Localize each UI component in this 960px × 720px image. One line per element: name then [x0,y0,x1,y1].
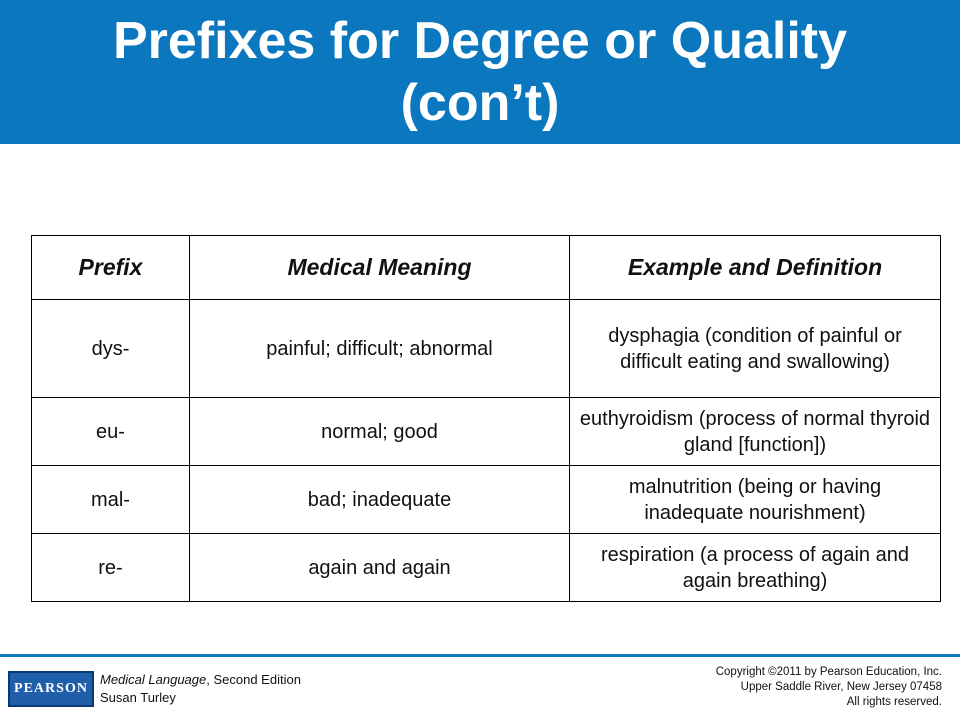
cell-meaning: bad; inadequate [190,466,570,534]
cell-example: respiration (a process of again and again breathing) [570,534,941,602]
title-banner [0,0,960,144]
slide-title [30,10,930,134]
header-medical-meaning: Medical Meaning [190,236,570,300]
pearson-logo-text: PEARSON [14,681,88,696]
cell-example: euthyroidism (process of normal thyroid gland [function]) [570,398,941,466]
copyright-line: Copyright ©2011 by Pearson Education, Inc. [715,666,942,678]
footer-divider [0,654,960,657]
cell-prefix: eu- [32,398,190,466]
book-title: Medical Language [100,672,207,687]
header-prefix: Prefix [32,236,190,300]
table-row [32,398,941,466]
prefix-table [31,235,941,602]
cell-meaning: again and again [190,534,570,602]
cell-prefix: dys- [32,300,190,398]
table-header-row [32,236,941,300]
header-example-definition: Example and Definition [570,236,941,300]
cell-meaning: normal; good [190,398,570,466]
table-row [32,300,941,398]
copyright-rights: All rights reserved. [846,696,942,708]
book-edition: , Second Edition [206,672,301,687]
copyright-notice [716,665,942,710]
pearson-logo [8,671,94,707]
slide-title-line1: Prefixes for Degree or Quality [112,12,848,70]
book-author: Susan Turley [100,690,176,705]
cell-meaning: painful; difficult; abnormal [190,300,570,398]
slide-title-line2: (con’t) [400,74,560,132]
cell-example: malnutrition (being or having inadequate nourishment) [570,466,941,534]
book-info [100,671,301,707]
cell-example: dysphagia (condition of painful or difficult eating and swallowing) [570,300,941,398]
copyright-address: Upper Saddle River, New Jersey 07458 [740,681,942,693]
table-row [32,466,941,534]
cell-prefix: re- [32,534,190,602]
cell-prefix: mal- [32,466,190,534]
table-row [32,534,941,602]
